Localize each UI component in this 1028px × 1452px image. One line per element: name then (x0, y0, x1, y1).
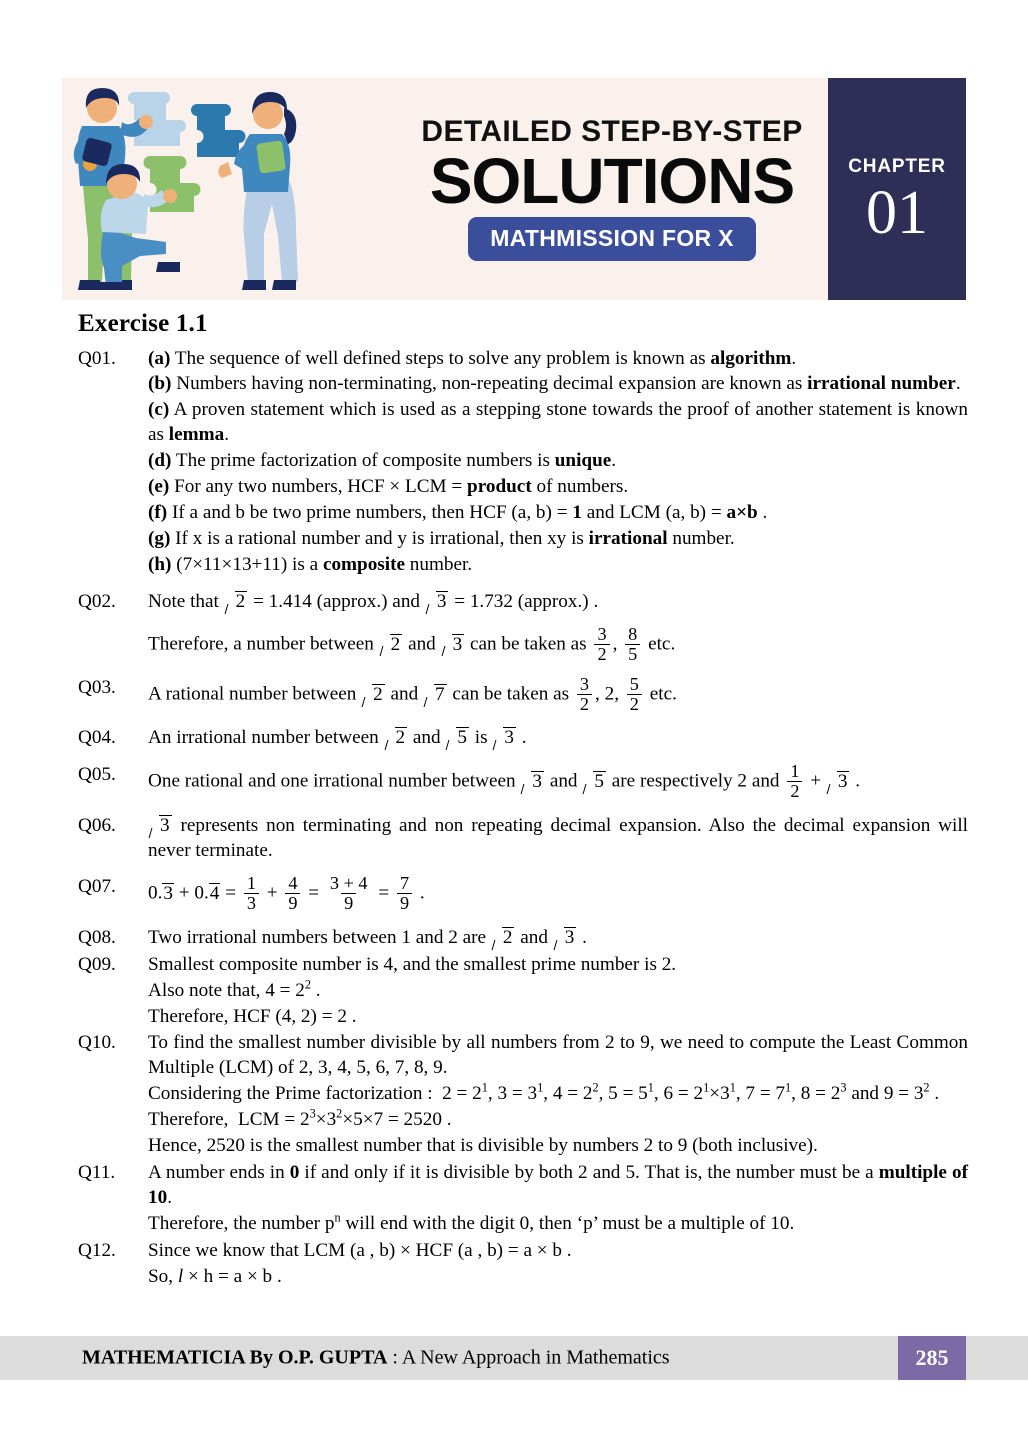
part-tail: . (224, 424, 229, 446)
text: An irrational number between (148, 727, 384, 749)
sqrt-icon: 5 (583, 770, 606, 795)
text: 0. (148, 882, 163, 904)
fraction: $\frac{8}{5}$ (625, 625, 640, 663)
part-text: If x is a rational number and y is irrational, then xy is (175, 528, 589, 550)
part-text: The sequence of well defined steps to solve any problem is known as (174, 347, 711, 369)
part-text: The prime factorization of composite numbers is (175, 450, 555, 472)
fraction: $\frac{5}{2}$ (627, 675, 642, 713)
q10-line-2: Considering the Prime factorization : $2 = 2^1$, $3 = 3^1$, $4 = 2^2$, $5 = 5^1$, $6 = 2^1\times 3^1$, $7 = 7^1$, $8 = 2^3$ and $9 = 3^2$ . (148, 1080, 940, 1105)
text: A number ends in (148, 1162, 290, 1184)
part-label: (e) (148, 476, 170, 498)
question-block-q10 (78, 1031, 968, 1160)
header-banner (62, 78, 966, 300)
q12-line-1: Since we know that LCM (a , b) × HCF (a , b) = a × b . (148, 1240, 572, 1262)
part-tail: . (791, 347, 797, 369)
page-number-badge: 285 (898, 1336, 966, 1380)
sqrt-icon: 2 (380, 633, 403, 658)
sqrt-icon: 3 (521, 770, 544, 795)
question-block-q11 (78, 1161, 968, 1238)
question-block-q03 (78, 676, 968, 715)
q03-line-1 (148, 676, 968, 714)
exponent: 1 (703, 1080, 710, 1095)
fraction: $\frac{1}{3}$ (244, 874, 259, 912)
q09-line-3: Therefore, HCF (4, 2) = 2 . (148, 1005, 357, 1027)
footer-title (82, 1347, 670, 1370)
bold-text: multiple of 10 (148, 1162, 968, 1209)
question-number: Q06. (78, 814, 116, 836)
part-label: (f) (148, 502, 168, 524)
q05-line-1 (148, 763, 968, 801)
text: = 1.414 (approx.) and (248, 591, 425, 613)
q10-line-1: To find the smallest number divisible by all numbers from 2 to 9, we need to compute the Least Common Multiple (LCM) of 2, 3, 4, 5, 6, 7, 8, 9. (148, 1032, 968, 1079)
sqrt-icon: 2 (225, 590, 248, 615)
question-number: Q07. (78, 876, 116, 898)
fraction: $\frac{7}{9}$ (397, 874, 412, 912)
chapter-number: 01 (866, 179, 928, 247)
text: and (403, 633, 441, 655)
solutions-content (78, 308, 968, 1292)
header-title: SOLUTIONS (429, 144, 795, 217)
part-tail: number. (667, 528, 735, 550)
question-number: Q10. (78, 1032, 116, 1054)
question-number: Q03. (78, 677, 116, 699)
text: and (545, 770, 583, 792)
question-block-q07 (78, 875, 968, 914)
bold-text: 0 (289, 1162, 300, 1184)
part-label: (a) (148, 347, 171, 369)
text: A rational number between (148, 683, 362, 705)
text: will end with the digit 0, then ‘p’ must be a multiple of 10. (340, 1213, 795, 1235)
part-bold: product (467, 476, 532, 498)
variable-l: l (177, 1266, 184, 1288)
part-label: (b) (148, 373, 172, 395)
text: and (408, 727, 446, 749)
sqrt-icon: 3 (554, 926, 577, 951)
exponent: 2 (923, 1080, 930, 1095)
text: = (373, 882, 394, 904)
text: Also note that, 4 = 2 (148, 979, 305, 1001)
text: . (167, 1187, 172, 1209)
question-block-q12 (78, 1239, 968, 1291)
header-subtitle: DETAILED STEP-BY-STEP (421, 114, 803, 148)
footer-brand: MATHEMATICIA By O.P. GUPTA (82, 1346, 388, 1369)
sqrt-icon: 3 (493, 726, 516, 751)
q11-line-2 (148, 1212, 968, 1237)
question-block-q05 (78, 763, 968, 802)
part-tail: and LCM (a, b) = (581, 502, 727, 524)
question-number: Q11. (78, 1162, 116, 1184)
question-number: Q05. (78, 764, 116, 786)
text: + (261, 882, 283, 904)
text: . (850, 770, 861, 792)
part-text: A proven statement which is used as a stepping stone towards the proof of another statement is known as (148, 399, 968, 446)
part-bold: algorithm (710, 347, 792, 369)
text: So, (148, 1266, 178, 1288)
exponent: 2 (592, 1080, 599, 1095)
part-bold: 1 (572, 502, 582, 524)
text: can be taken as (447, 683, 574, 705)
q10-line-4: Hence, 2520 is the smallest number that is divisible by numbers 2 to 9 (both inclusive). (148, 1135, 818, 1157)
sqrt-icon: 2 (362, 683, 385, 708)
text: if and only if it is divisible by both 2 and 5. That is, the number must be a (299, 1162, 879, 1184)
text: and (515, 926, 553, 948)
sqrt-icon: 3 (442, 633, 465, 658)
page-footer (0, 1336, 1028, 1380)
text: can be taken as (465, 633, 592, 655)
q01-part-g (148, 527, 968, 552)
part-text: If a and b be two prime numbers, then HCF (a, b) = (171, 502, 573, 524)
text: . (311, 979, 321, 1001)
part-tail: number. (405, 554, 473, 576)
text: , 2, (595, 683, 624, 705)
question-block-q02 (78, 590, 968, 665)
text: + (805, 770, 826, 792)
sqrt-icon: 7 (424, 683, 447, 708)
q01-part-d (148, 449, 968, 474)
text: . (517, 727, 527, 749)
footer-subtitle: : A New Approach in Mathematics (387, 1346, 670, 1369)
text: Note that (148, 591, 224, 613)
part-tail-2: . (757, 502, 768, 524)
exponent: 2 (336, 1106, 343, 1121)
text: Two irrational numbers between 1 and 2 are (148, 926, 491, 948)
sqrt-icon: 3 (827, 770, 850, 795)
q07-line-1 (148, 875, 968, 913)
part-bold: irrational number (807, 373, 956, 395)
page-title: Exercise 1.1 (78, 310, 208, 337)
q11-line-1 (148, 1161, 968, 1211)
sqrt-icon: 2 (492, 926, 515, 951)
mathmission-badge: MATHMISSION FOR X (468, 217, 756, 261)
text: represents non terminating and non repeating decimal expansion. Also the decimal expansion will never terminate. (148, 814, 968, 861)
part-bold: lemma (168, 424, 225, 446)
q02-line-2 (148, 626, 968, 664)
sqrt-icon: 3 (426, 590, 449, 615)
q09-line-2 (148, 979, 968, 1004)
exponent: 2 (304, 977, 311, 992)
question-number: Q04. (78, 727, 116, 749)
students-puzzle-illustration (62, 78, 362, 300)
part-label: (c) (148, 399, 170, 421)
sqrt-icon: 5 (446, 726, 469, 751)
sqrt-icon: 2 (385, 726, 408, 751)
header-title-block (362, 78, 862, 300)
q01-part-e (148, 475, 968, 500)
question-number: Q02. (78, 591, 116, 613)
part-bold: composite (322, 554, 405, 576)
part-text: For any two numbers, HCF × LCM = (174, 476, 468, 498)
question-block-q06 (78, 814, 968, 865)
q01-part-c (148, 398, 968, 448)
exponent: 1 (481, 1080, 488, 1095)
fraction: $\frac{3 + 4}{9}$ (329, 873, 368, 914)
q04-line-1 (148, 726, 968, 751)
q06-line-1 (148, 814, 968, 864)
part-tail: . (611, 450, 617, 472)
exponent: 1 (537, 1080, 544, 1095)
question-number: Q09. (78, 953, 116, 975)
part-label: (h) (148, 554, 172, 576)
fraction: $\frac{3}{2}$ (594, 625, 609, 663)
text: Therefore, the number p (148, 1213, 335, 1235)
q09-line-1: Smallest composite number is 4, and the smallest prime number is 2. (148, 953, 677, 975)
q01-part-f (148, 501, 968, 526)
fraction: $\frac{3}{2}$ (577, 675, 592, 713)
q01-part-b (148, 372, 968, 397)
chapter-label: CHAPTER (848, 156, 946, 177)
text: . (415, 882, 425, 904)
part-tail: of numbers. (531, 476, 629, 498)
q01-part-a (148, 347, 968, 372)
q10-line-3: Therefore, LCM = $2^3\times 3^2\times 5\times 7 = 2520$ . (148, 1106, 452, 1131)
text: One rational and one irrational number between (148, 770, 521, 792)
sqrt-icon: 3 (149, 814, 172, 839)
fraction: $\frac{4}{9}$ (285, 874, 300, 912)
text: × h = a × b . (183, 1266, 282, 1288)
question-number: Q08. (78, 926, 116, 948)
exponent: n (334, 1210, 341, 1225)
text: , (612, 633, 623, 655)
text: + 0. (173, 882, 209, 904)
text: = 1.732 (approx.) . (449, 591, 599, 613)
part-text: Numbers having non-terminating, non-repeating decimal expansion are known as (176, 373, 808, 395)
part-bold: irrational (588, 528, 668, 550)
question-block-q04 (78, 726, 968, 752)
q01-part-h (148, 553, 968, 578)
text: are respectively 2 and (606, 770, 785, 792)
part-bold-2: a×b (726, 502, 758, 524)
part-tail: . (955, 373, 961, 395)
exponent: 1 (785, 1080, 792, 1095)
q08-line-1 (148, 926, 968, 951)
text: Therefore, a number between (148, 633, 379, 655)
fraction: $\frac{1}{2}$ (787, 762, 802, 800)
text: = (220, 882, 241, 904)
chapter-box (828, 78, 966, 300)
q12-line-2 (148, 1265, 968, 1290)
exponent: 1 (647, 1080, 654, 1095)
question-number: Q01. (78, 347, 116, 369)
text: = (303, 882, 324, 904)
text: etc. (644, 683, 677, 705)
text: and (385, 683, 424, 705)
question-number: Q12. (78, 1240, 116, 1262)
exponent: 3 (309, 1106, 316, 1121)
part-bold: unique (554, 450, 612, 472)
part-label: (d) (148, 450, 172, 472)
question-block-q09 (78, 953, 968, 1031)
part-text: (7×11×13+11) is a (176, 554, 323, 576)
text: etc. (643, 633, 676, 655)
question-block-q08 (78, 926, 968, 952)
repeating-bar: 4 (209, 882, 220, 904)
part-label: (g) (148, 528, 171, 550)
text: is (470, 727, 493, 749)
q02-line-1 (148, 590, 968, 615)
exponent: 1 (729, 1080, 736, 1095)
question-block-q01 (78, 347, 968, 580)
exponent: 3 (840, 1080, 847, 1095)
text: . (577, 926, 587, 948)
repeating-bar: 3 (163, 882, 173, 904)
